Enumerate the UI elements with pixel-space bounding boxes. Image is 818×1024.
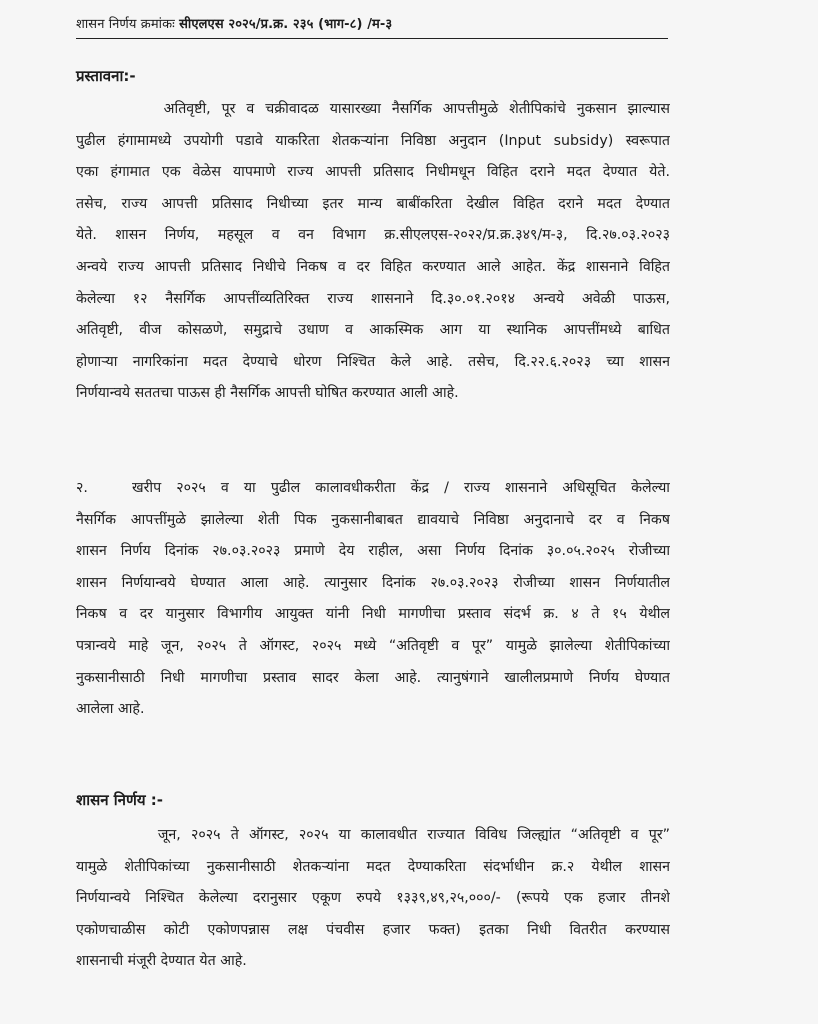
- preamble-line: अतिवृष्टी, पूर व चक्रीवादळ यासारख्या नैसर्गिक आपत्तीमुळे शेतीपिकांचे नुकसान झाल्यास: [76, 101, 670, 117]
- decision-line: निर्णयान्वये निश्चित केलेल्या दरानुसार एकूण रुपये १३३९,४९,२५,०००/- (रूपये एक हजार तीनशे: [76, 890, 670, 907]
- government-decision-heading: शासन निर्णय :-: [76, 791, 163, 809]
- preamble-line: निर्णयान्वये सततचा पाऊस ही नैसर्गिक आपत्ती घोषित करण्यात आली आहे.: [76, 385, 459, 402]
- paragraph-2-line: शासन निर्णय दिनांक २७.०३.२०२३ प्रमाणे देय राहील, असा निर्णय दिनांक ३०.०५.२०२५ रोजीच्या: [76, 543, 670, 560]
- decision-line: एकोणचाळीस कोटी एकोणपन्नास लक्ष पंचवीस हजार फक्त) इतका निधी वितरीत करण्यास: [76, 921, 670, 938]
- preamble-line: होणाऱ्या नागरिकांना मदत देण्याचे धोरण निश्चित केले आहे. तसेच, दि.२२.६.२०२३ च्या शासन: [76, 353, 670, 370]
- preamble-heading: प्रस्तावना:-: [76, 67, 136, 85]
- paragraph-2-line: आलेला आहे.: [76, 701, 145, 718]
- decision-line: शासनाची मंजूरी देण्यात येत आहे.: [76, 953, 247, 970]
- header-divider: [76, 38, 668, 39]
- paragraph-number: २.: [76, 480, 88, 496]
- preamble-line: एका हंगामात एक वेळेस यापमाणे राज्य आपत्ती प्रतिसाद निधीमधून विहित दराने मदत देण्यात येते.: [76, 164, 670, 181]
- preamble-line: अन्वये राज्य आपत्ती प्रतिसाद निधीचे निकष व दर विहित करण्यात आले आहेत. केंद्र शासनाने विहित: [76, 258, 670, 275]
- paragraph-2-line: निकष व दर यानुसार विभागीय आयुक्त यांनी निधी मागणीचा प्रस्ताव संदर्भ क्र. ४ ते १५ येथील: [76, 606, 670, 623]
- paragraph-2-line: [76, 473, 670, 505]
- document-header: [76, 14, 392, 32]
- header-reference-number: सीएलएस २०२५/प्र.क्र. २३५ (भाग-८) /म-३: [179, 17, 393, 32]
- preamble-line: अतिवृष्टी, वीज कोसळणे, समुद्राचे उधाण व आकस्मिक आग या स्थानिक आपत्तींमध्ये बाधित: [76, 322, 670, 339]
- paragraph-2-line: नैसर्गिक आपत्तींमुळे झालेल्या शेती पिक नुकसानीबाबत द्यावयाचे निविष्ठा अनुदानाचे दर व निकष: [76, 511, 670, 528]
- paragraph-2-line: शासन निर्णयान्वये घेण्यात आला आहे. त्यानुसार दिनांक २७.०३.२०२३ रोजीच्या शासन निर्णयातील: [76, 574, 670, 591]
- header-prefix: शासन निर्णय क्रमांकः: [76, 17, 180, 32]
- government-decision-paragraph: [76, 820, 670, 978]
- decision-line: जून, २०२५ ते ऑगस्ट, २०२५ या कालावधीत राज्यात विविध जिल्ह्यांत “अतिवृष्टी व पूर”: [76, 827, 670, 843]
- paragraph-2-first-line-text: खरीप २०२५ व या पुढील कालावधीकरीता केंद्र / राज्य शासनाने अधिसूचित केलेल्या: [132, 480, 670, 496]
- preamble-paragraph: [76, 94, 670, 410]
- paragraph-2-line: नुकसानीसाठी निधी मागणीचा प्रस्ताव सादर केला आहे. त्यानुषंगाने खालीलप्रमाणे निर्णय घेण्यात: [76, 669, 670, 686]
- decision-line: यामुळे शेतीपिकांच्या नुकसानीसाठी शेतकऱ्यांना मदत देण्याकरिता संदर्भाधीन क्र.२ येथील शासन: [76, 858, 670, 875]
- paragraph-2-line: पत्रान्वये माहे जून, २०२५ ते ऑगस्ट, २०२५ मध्ये “अतिवृष्टी व पूर” यामुळे झालेल्या शेतीपिकांच्या: [76, 637, 670, 654]
- preamble-line: येते. शासन निर्णय, महसूल व वन विभाग क्र.सीएलएस-२०२२/प्र.क्र.३४९/म-३, दि.२७.०३.२०२३: [76, 227, 670, 244]
- paragraph-2: [76, 473, 670, 726]
- preamble-line: केलेल्या १२ नैसर्गिक आपत्तींव्यतिरिक्त राज्य शासनाने दि.३०.०१.२०१४ अन्वये अवेळी पाऊस,: [76, 290, 670, 307]
- preamble-line: तसेच, राज्य आपत्ती प्रतिसाद निधीच्या इतर मान्य बाबींकरिता देखील विहित दराने मदत देण्यात: [76, 195, 670, 212]
- preamble-line: पुढील हंगामामध्ये उपयोगी पडावे याकरिता शेतकऱ्यांना निविष्ठा अनुदान (Input subsidy) स्वरूपात: [76, 132, 670, 149]
